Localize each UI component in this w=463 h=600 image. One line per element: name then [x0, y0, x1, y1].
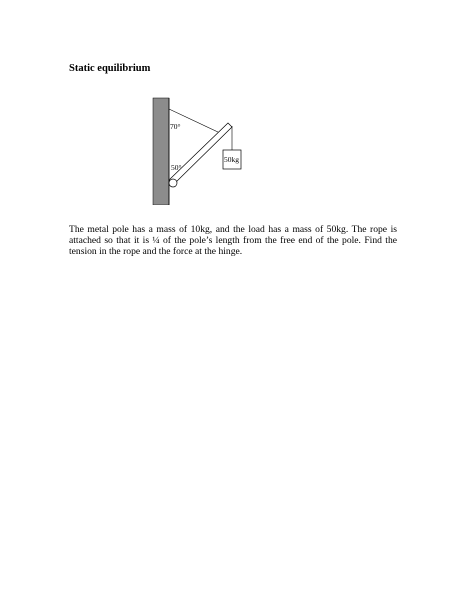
hinge — [169, 179, 177, 187]
angle-rope-label: 70° — [170, 122, 181, 131]
static-equilibrium-diagram — [140, 90, 270, 205]
problem-text: The metal pole has a mass of 10kg, and the load has a mass of 50kg. The rope is attached so that it is ¼ of the pole’s length from the free end of the pole. Find the tension in the rope and the force at the hinge. — [69, 224, 397, 257]
angle-pole-label: 50° — [171, 163, 182, 172]
page-title: Static equilibrium — [69, 63, 151, 74]
load-label: 50kg — [224, 155, 239, 164]
metal-pole — [169, 123, 232, 185]
wall — [153, 98, 169, 205]
